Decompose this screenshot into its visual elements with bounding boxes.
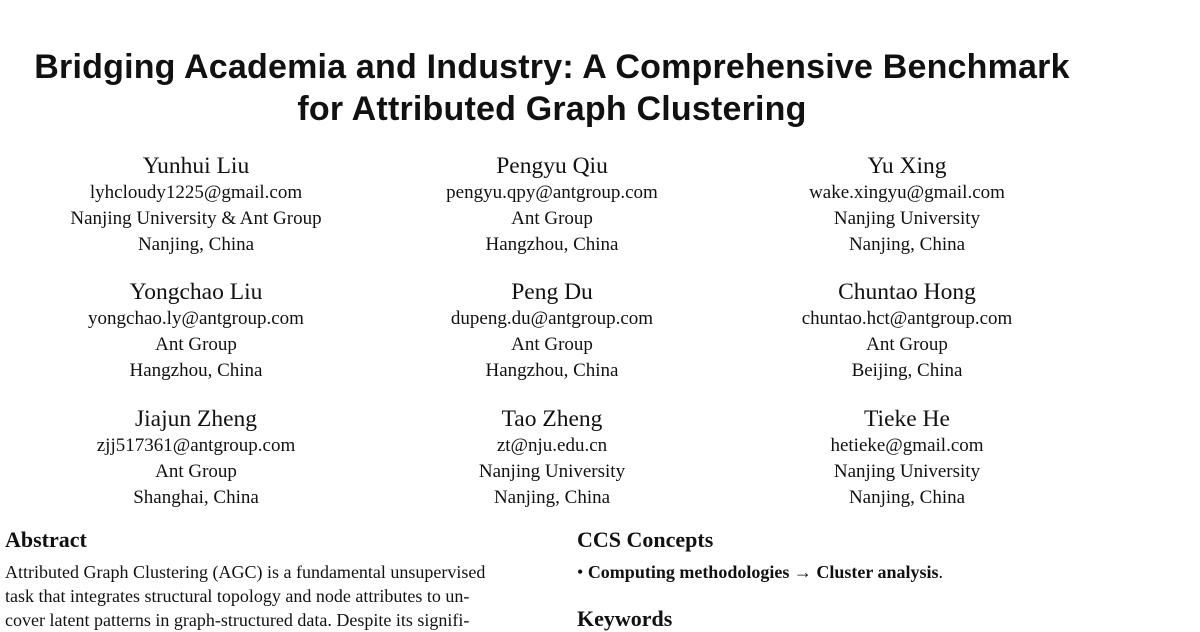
keywords-heading: Keywords xyxy=(577,606,673,631)
ccs-concept: Computing methodologies xyxy=(587,562,790,582)
author-email: yongchao.ly@antgroup.com xyxy=(88,308,304,329)
author-affiliation: Ant Group xyxy=(511,334,593,355)
author-email: dupeng.du@antgroup.com xyxy=(450,308,654,329)
author-affiliation: Ant Group xyxy=(155,334,237,355)
author-name: Peng Du xyxy=(511,279,593,305)
author-email: pengyu.qpy@antgroup.com xyxy=(446,182,658,203)
author-location: Shanghai, China xyxy=(133,487,259,508)
author-name: Chuntao Hong xyxy=(838,279,976,305)
abstract-line: Attributed Graph Clustering (AGC) is a fundamental unsupervised xyxy=(5,562,486,582)
author-affiliation: Nanjing University xyxy=(833,208,981,229)
author-location: Beijing, China xyxy=(851,360,963,381)
author-name: Jiajun Zheng xyxy=(134,406,258,432)
paper-title-line-1: Bridging Academia and Industry: A Comprehensive Benchmark xyxy=(34,48,1070,86)
author-email: zjj517361@antgroup.com xyxy=(96,435,296,456)
author-block xyxy=(737,278,1077,384)
author-affiliation: Ant Group xyxy=(866,334,948,355)
abstract-line: cover latent patterns in graph-structured data. Despite its signifi- xyxy=(5,610,470,630)
abstract-text xyxy=(5,560,527,632)
author-location: Nanjing, China xyxy=(493,487,611,508)
author-block xyxy=(26,405,366,511)
author-affiliation: Nanjing University xyxy=(478,461,626,482)
paper-title xyxy=(0,46,1104,130)
author-location: Nanjing, China xyxy=(137,234,255,255)
author-email: chuntao.hct@antgroup.com xyxy=(801,308,1013,329)
author-email: wake.xingyu@gmail.com xyxy=(809,182,1005,203)
author-email: hetieke@gmail.com xyxy=(830,435,984,456)
abstract-line: task that integrates structural topology and node attributes to un- xyxy=(5,586,470,606)
author-block xyxy=(382,152,722,258)
ccs-period: . xyxy=(938,562,944,582)
author-location: Hangzhou, China xyxy=(129,360,263,381)
author-block xyxy=(382,405,722,511)
author-block xyxy=(382,278,722,384)
bullet-icon: • xyxy=(577,562,584,582)
author-affiliation: Ant Group xyxy=(511,208,593,229)
ccs-concepts-heading: CCS Concepts xyxy=(577,527,714,552)
author-block xyxy=(26,152,366,258)
author-block xyxy=(737,152,1077,258)
author-affiliation: Ant Group xyxy=(155,461,237,482)
author-location: Nanjing, China xyxy=(848,487,966,508)
author-block xyxy=(26,278,366,384)
ccs-subconcept: Cluster analysis xyxy=(816,562,939,582)
author-email: zt@nju.edu.cn xyxy=(496,435,608,456)
author-name: Yu Xing xyxy=(867,153,947,179)
author-name: Tao Zheng xyxy=(501,406,603,432)
author-affiliation: Nanjing University xyxy=(833,461,981,482)
author-location: Hangzhou, China xyxy=(485,360,619,381)
ccs-concept-entry xyxy=(577,560,943,584)
abstract-heading: Abstract xyxy=(5,527,87,552)
arrow-icon: → xyxy=(793,562,812,582)
author-affiliation: Nanjing University & Ant Group xyxy=(70,208,322,229)
author-name: Yunhui Liu xyxy=(142,153,250,179)
author-name: Yongchao Liu xyxy=(129,279,263,305)
author-name: Pengyu Qiu xyxy=(496,153,608,179)
author-block xyxy=(737,405,1077,511)
author-name: Tieke He xyxy=(864,406,950,432)
author-email: lyhcloudy1225@gmail.com xyxy=(89,182,303,203)
paper-title-line-2: for Attributed Graph Clustering xyxy=(297,90,807,128)
author-location: Hangzhou, China xyxy=(485,234,619,255)
author-location: Nanjing, China xyxy=(848,234,966,255)
